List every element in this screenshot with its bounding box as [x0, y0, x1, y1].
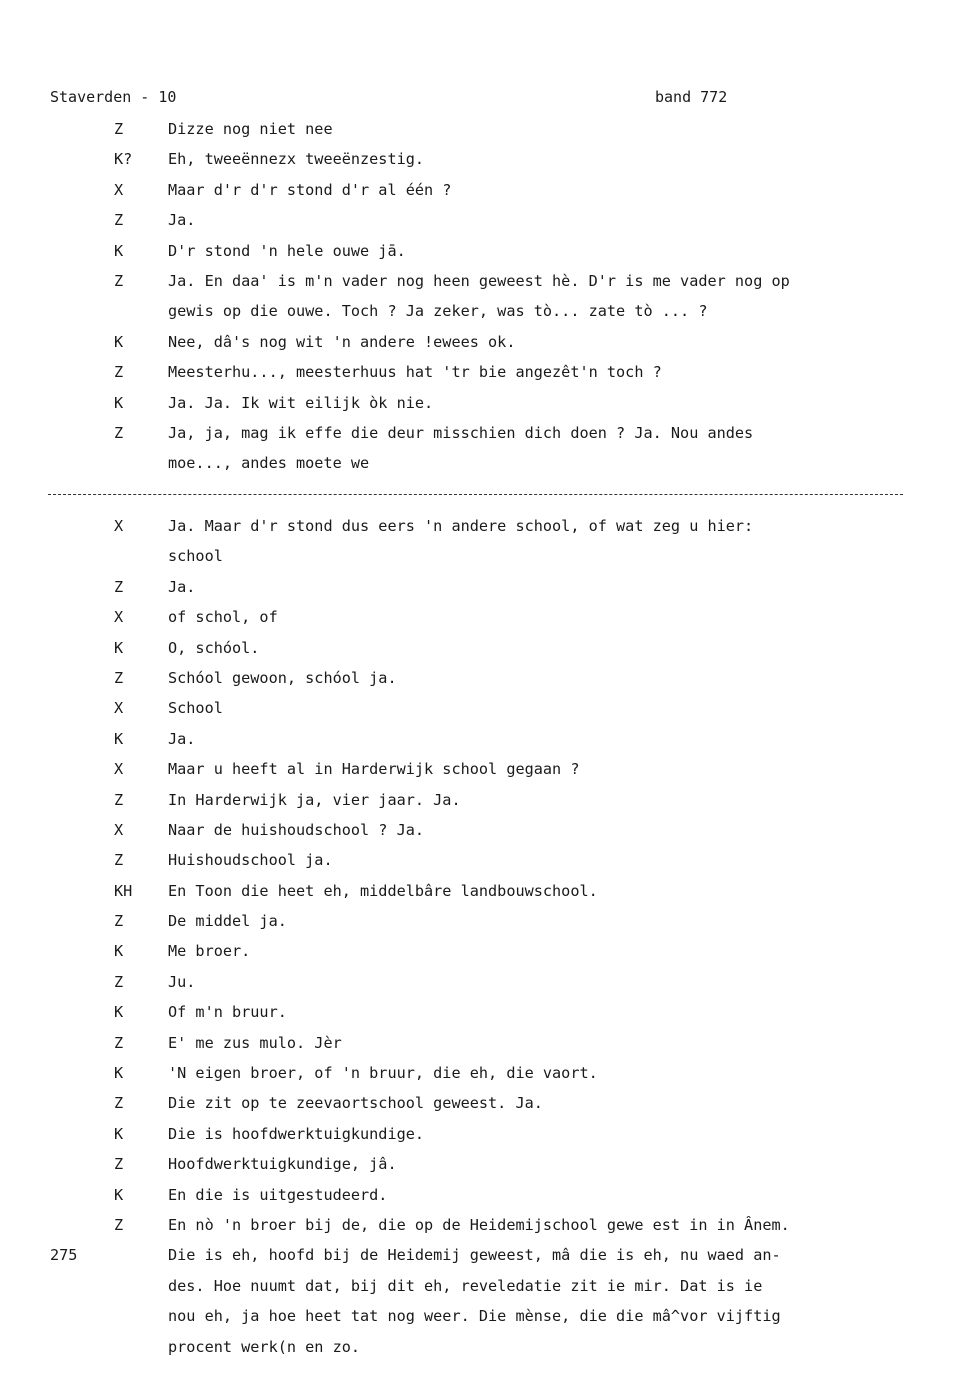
utterance-text: En nò 'n broer bij de, die op de Heidemijschool gewe est in in Ânem.: [168, 1215, 790, 1234]
utterance-text: De middel ja.: [168, 912, 287, 931]
utterance-text: Die is hoofdwerktuigkundige.: [168, 1124, 425, 1143]
speaker-label: K: [114, 332, 124, 351]
speaker-label: Z: [114, 211, 124, 230]
page-header: [50, 88, 750, 112]
transcript-line: [0, 936, 973, 966]
transcript-line: [0, 175, 973, 205]
transcript-line: [0, 754, 973, 784]
transcript-line: [0, 327, 973, 357]
utterance-text: Eh, tweeënnezx tweeënzestig.: [168, 150, 425, 169]
speaker-label: K: [114, 729, 124, 748]
transcript-line: [0, 1058, 973, 1088]
utterance-text: D'r stond 'n hele ouwe jā.: [168, 241, 406, 260]
utterance-text: Ju.: [168, 972, 196, 991]
utterance-text: Huishoudschool ja.: [168, 851, 333, 870]
speaker-label: K?: [114, 150, 133, 169]
utterance-text: O, schóol.: [168, 638, 260, 657]
utterance-text: Dizze nog niet nee: [168, 120, 333, 138]
utterance-text: Hoofdwerktuigkundige, jâ.: [168, 1155, 397, 1174]
utterance-text: Me broer.: [168, 942, 251, 961]
speaker-label: Z: [114, 271, 124, 290]
transcript-line: [0, 266, 973, 296]
utterance-text: Nee, dâ's nog wit 'n andere !ewees ok.: [168, 332, 516, 351]
page-title: Staverden - 10: [50, 88, 177, 106]
transcript-line: [0, 1088, 973, 1118]
utterance-text: school: [168, 547, 223, 566]
transcript-line: [0, 1240, 973, 1270]
speaker-label: X: [114, 760, 124, 779]
speaker-label: Z: [114, 1033, 124, 1052]
speaker-label: X: [114, 180, 124, 199]
speaker-label: Z: [114, 120, 124, 138]
speaker-label: K: [114, 1003, 124, 1022]
speaker-label: Z: [114, 1094, 124, 1113]
transcript-line: [0, 296, 973, 326]
utterance-text: Maar d'r d'r stond d'r al één ?: [168, 180, 452, 199]
utterance-text: nou eh, ja hoe heet tat nog weer. Die mènse, die die mâ^vor vijftig: [168, 1307, 781, 1326]
transcript-line: [0, 1332, 973, 1362]
speaker-label: X: [114, 820, 124, 839]
speaker-label: Z: [114, 790, 124, 809]
transcript-line: [0, 1119, 973, 1149]
utterance-text: Meesterhu..., meesterhuus hat 'tr bie angezêt'n toch ?: [168, 363, 662, 382]
speaker-label: X: [114, 699, 124, 718]
transcript-line: [0, 1210, 973, 1240]
speaker-label: Z: [114, 1215, 124, 1234]
speaker-label: Z: [114, 912, 124, 931]
speaker-label: K: [114, 638, 124, 657]
transcript-line: [0, 448, 973, 478]
transcript-line: [0, 906, 973, 936]
utterance-text: En die is uitgestudeerd.: [168, 1185, 388, 1204]
transcript-section-2: [0, 511, 973, 1362]
utterance-text: Naar de huishoudschool ? Ja.: [168, 820, 425, 839]
utterance-text: Ja.: [168, 211, 196, 230]
utterance-text: Die zit op te zeevaortschool geweest. Ja.: [168, 1094, 543, 1113]
speaker-label: K: [114, 1124, 124, 1143]
utterance-text: Ja.: [168, 577, 196, 596]
tape-number: band 772: [655, 88, 728, 106]
transcript-line: [0, 236, 973, 266]
transcript-line: [0, 357, 973, 387]
utterance-text: Ja.: [168, 729, 196, 748]
utterance-text: procent werk(n en zo.: [168, 1337, 361, 1356]
speaker-label: Z: [114, 668, 124, 687]
utterance-text: School: [168, 699, 223, 718]
transcript-line: [0, 114, 973, 144]
transcript-line: [0, 633, 973, 663]
utterance-text: Schóol gewoon, schóol ja.: [168, 668, 397, 687]
transcript-line: [0, 1180, 973, 1210]
margin-number: 275: [50, 1246, 78, 1265]
utterance-text: Maar u heeft al in Harderwijk school gegaan ?: [168, 760, 580, 779]
transcript-line: [0, 388, 973, 418]
transcript-line: [0, 815, 973, 845]
speaker-label: K: [114, 1064, 124, 1083]
transcript-line: [0, 693, 973, 723]
utterance-text: des. Hoe nuumt dat, bij dit eh, reveledatie zit ie mir. Dat is ie: [168, 1276, 763, 1295]
utterance-text: Of m'n bruur.: [168, 1003, 287, 1022]
transcript-line: [0, 967, 973, 997]
speaker-label: K: [114, 1185, 124, 1204]
utterance-text: In Harderwijk ja, vier jaar. Ja.: [168, 790, 461, 809]
speaker-label: Z: [114, 851, 124, 870]
transcript-line: [0, 418, 973, 448]
section-divider: [48, 494, 903, 495]
speaker-label: KH: [114, 881, 133, 900]
speaker-label: K: [114, 393, 124, 412]
transcript-line: [0, 997, 973, 1027]
transcript-line: [0, 1028, 973, 1058]
speaker-label: K: [114, 942, 124, 961]
utterance-text: of schol, of: [168, 608, 278, 627]
speaker-label: Z: [114, 363, 124, 382]
speaker-label: Z: [114, 972, 124, 991]
transcript-line: [0, 876, 973, 906]
speaker-label: X: [114, 517, 124, 535]
speaker-label: K: [114, 241, 124, 260]
speaker-label: Z: [114, 577, 124, 596]
speaker-label: X: [114, 608, 124, 627]
utterance-text: Ja. En daa' is m'n vader nog heen geweest hè. D'r is me vader nog op: [168, 271, 790, 290]
transcript-line: [0, 785, 973, 815]
utterance-text: En Toon die heet eh, middelbâre landbouwschool.: [168, 881, 598, 900]
transcript-line: [0, 144, 973, 174]
utterance-text: Ja. Ja. Ik wit eilijk òk nie.: [168, 393, 434, 412]
transcript-line: [0, 724, 973, 754]
utterance-text: moe..., andes moete we: [168, 454, 370, 473]
transcript-line: [0, 663, 973, 693]
transcript-line: [0, 1149, 973, 1179]
transcript-section-1: [0, 114, 973, 479]
transcript-line: [0, 511, 973, 541]
transcript-line: [0, 602, 973, 632]
transcript-line: [0, 1301, 973, 1331]
utterance-text: E' me zus mulo. Jèr: [168, 1033, 342, 1052]
utterance-text: Ja. Maar d'r stond dus eers 'n andere school, of wat zeg u hier:: [168, 517, 754, 535]
transcript-line: [0, 1271, 973, 1301]
transcript-line: [0, 205, 973, 235]
transcript-line: [0, 572, 973, 602]
utterance-text: Die is eh, hoofd bij de Heidemij geweest, mâ die is eh, nu waed an-: [168, 1246, 781, 1265]
transcript-line: [0, 845, 973, 875]
speaker-label: Z: [114, 423, 124, 442]
speaker-label: Z: [114, 1155, 124, 1174]
utterance-text: Ja, ja, mag ik effe die deur misschien dich doen ? Ja. Nou andes: [168, 423, 754, 442]
utterance-text: 'N eigen broer, of 'n bruur, die eh, die vaort.: [168, 1064, 598, 1083]
utterance-text: gewis op die ouwe. Toch ? Ja zeker, was tò... zate tò ... ?: [168, 302, 708, 321]
transcript-line: [0, 541, 973, 571]
